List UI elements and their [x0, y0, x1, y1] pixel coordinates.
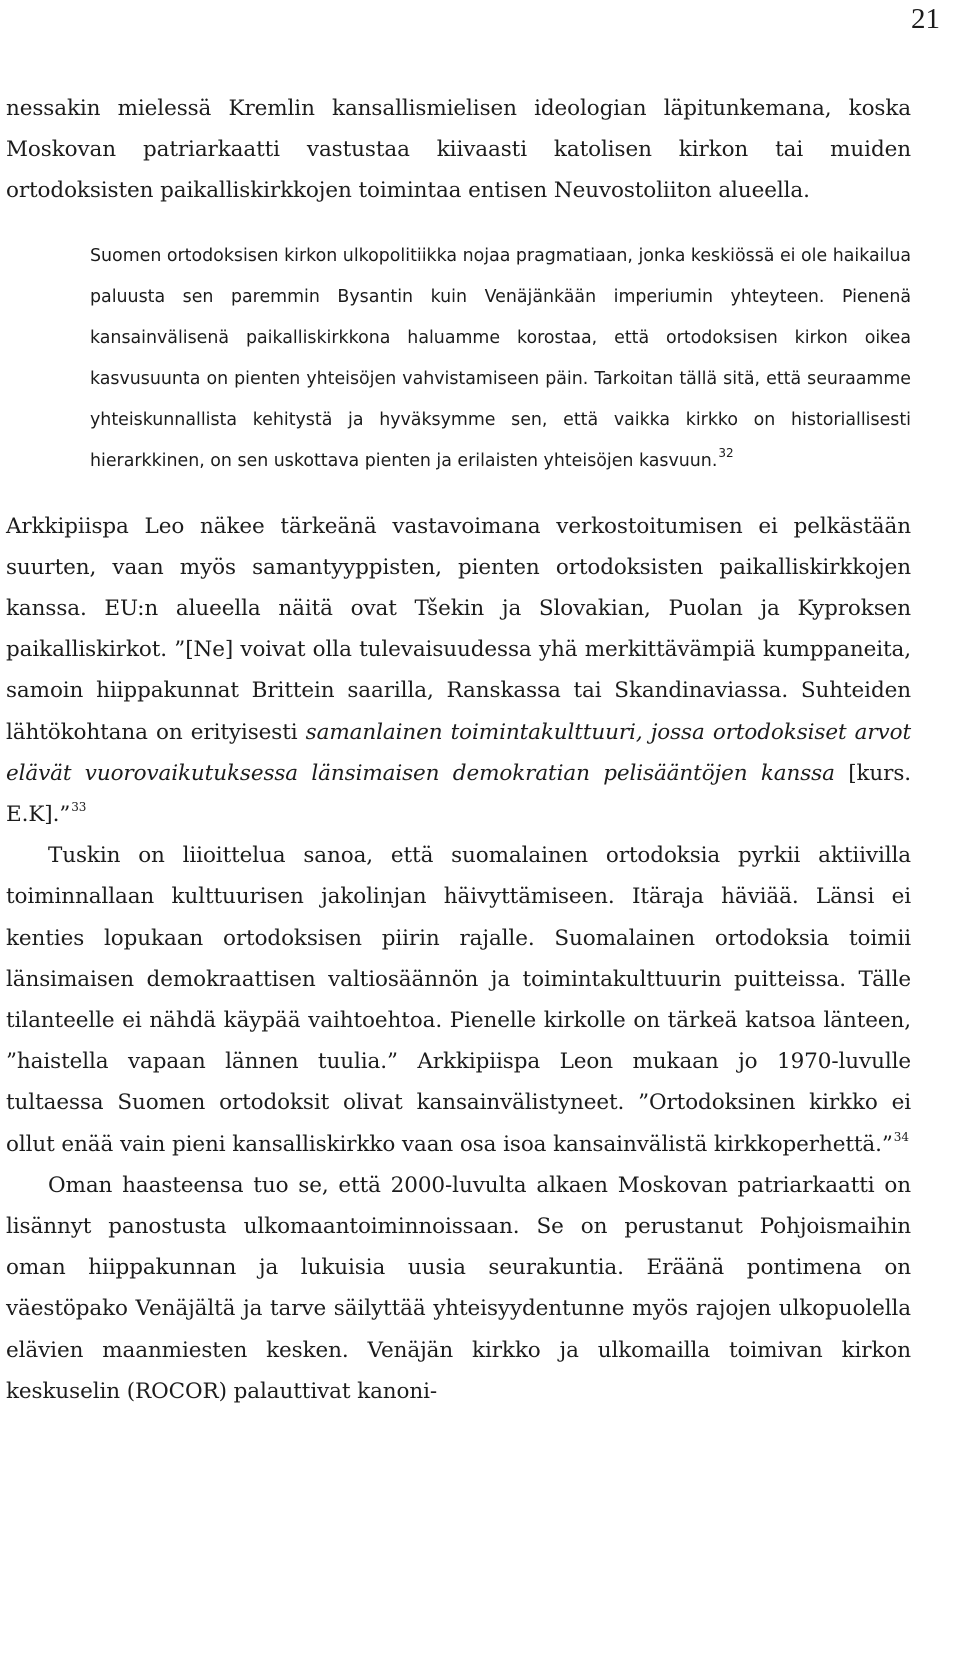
paragraph-2-text: Arkkipiispa Leo näkee tärkeänä vastavoimana verkostoitumisen ei pelkästään suurten, vaan myös samantyyppisten, pienten ortodoksisten paikalliskirkkojen kanssa. EU:n alueella näitä ovat Tšekin ja Slovakian, Puolan ja Kyproksen paikalliskirkot. ”[Ne] voivat olla tulevaisuudessa yhä merkittävämpiä kumppaneita, samoin hiippakunnat Brittein saarilla, Ranskassa tai Skandinaviassa. Suhteiden lähtökohtana on erityisesti — [6, 513, 911, 745]
paragraph-2-end-text: [kurs. E.K].” — [6, 760, 912, 828]
page-number: 21 — [911, 3, 940, 35]
footnote-ref-33: 33 — [71, 799, 87, 814]
paragraph-3-text: Tuskin on liioittelua sanoa, että suomalainen ortodoksia pyrkii aktiivilla toiminnallaan kulttuurisen jakolinjan häivyttämiseen. Itäraja häviää. Länsi ei kenties lopukaan ortodoksisen piirin rajalle. Suomalainen ortodoksia toimii länsimaisen demokraattisen valtiosäännön ja toimintakulttuurin puitteissa. Tälle tilanteelle ei nähdä käypää vaihtoehtoa. Pienelle kirkolle on tärkeä katsoa länteen, ”haistella vapaan lännen tuulia.” Arkkipiispa Leon mukaan jo 1970-luvulle tultaessa Suomen ortodoksit olivat kansainvälistyneet. ”Ortodoksinen kirkko ei ollut enää vain pieni kansalliskirkko vaan osa isoa kansainvälistä kirkkoperhettä.” — [6, 843, 911, 1157]
paragraph-2 — [6, 506, 911, 836]
footnote-ref-34: 34 — [893, 1129, 909, 1144]
block-quote-text: Suomen ortodoksisen kirkon ulkopolitiikka nojaa pragmatiaan, jonka keskiössä ei ole haikailua paluusta sen paremmin Bysantin kuin Venäjänkään imperiumin yhteyteen. Pienenä kansainvälisenä paikalliskirkkona haluamme korostaa, että ortodoksisen kirkon oikea kasvusuunta on pienten yhteisöjen vahvistamiseen päin. Tarkoitan tällä sitä, että seuraamme yhteiskunnallista kehitystä ja hyväksymme sen, että vaikka kirkko on historiallisesti hierarkkinen, on sen uskottava pienten ja erilaisten yhteisöjen kasvuun. — [90, 245, 911, 471]
paragraph-2-italic-text: samanlainen toimintakulttuuri, jossa ortodoksiset arvot elävät vuorovaikutuksessa länsimaisen demokratian pelisääntöjen kanssa — [6, 719, 911, 786]
paragraph-4: Oman haasteensa tuo se, että 2000-luvulta alkaen Moskovan patriarkaatti on lisännyt panostusta ulkomaantoiminnoissaan. Se on perustanut Pohjoismaihin oman hiippakunnan ja lukuisia uusia seurakuntia. Eräänä pontimena on väestöpako Venäjältä ja tarve säilyttää yhteisyydentunne myös rajojen ulkopuolella elävien maanmiesten kesken. Venäjän kirkko ja ulkomailla toimivan kirkon keskuselin (ROCOR) palauttivat kanoni- — [6, 1172, 911, 1404]
paragraph-1: nessakin mielessä Kremlin kansallismielisen ideologian läpitunkemana, koska Moskovan patriarkaatti vastustaa kiivaasti katolisen kirkon tai muiden ortodoksisten paikalliskirkkojen toimintaa entisen Neuvostoliiton alueella. — [6, 96, 911, 204]
paragraph-3 — [6, 835, 911, 1165]
block-quote — [90, 236, 911, 482]
footnote-ref-32: 32 — [718, 445, 734, 460]
page-body — [6, 88, 911, 1412]
